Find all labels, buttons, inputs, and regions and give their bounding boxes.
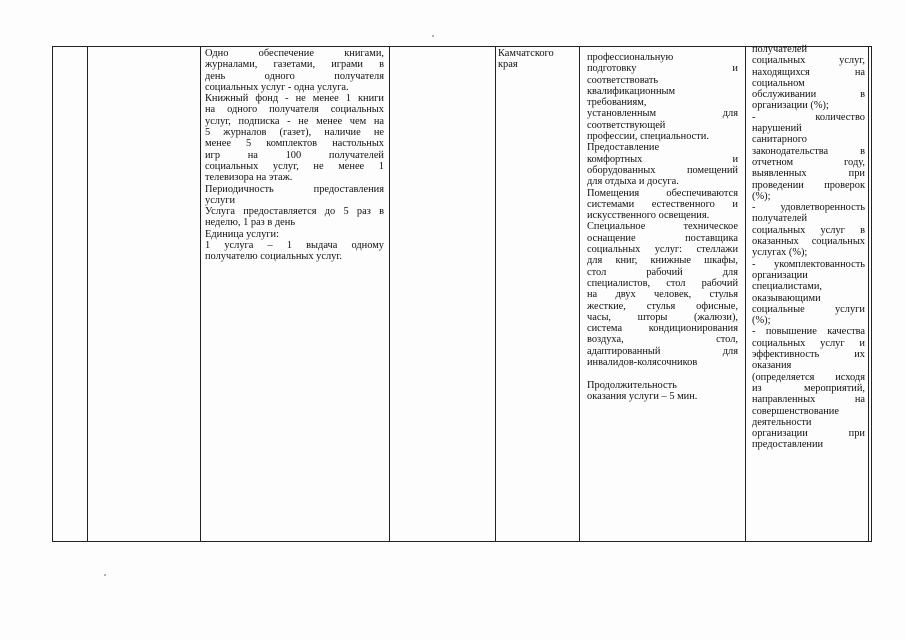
text-line: подготовку и [587,63,738,75]
text-line: соответствующей [587,119,666,131]
text-line: оснащение поставщика [587,232,738,244]
service-table [52,46,872,542]
text-line: организации при [752,428,865,440]
text-line: оборудованных помещений [587,164,738,176]
text-line: края [498,59,518,71]
text-line: санитарного [752,134,807,146]
text-line: социальных услуг - одна услуга. [205,81,349,93]
text-line: оказания [752,360,792,372]
text-line: получателей [752,44,808,55]
text-line: - укомплектованность [752,258,865,270]
text-line: 1 услуга – 1 выдача одному [205,240,384,252]
text-line: специалистами, [752,281,822,293]
text-line: инвалидов-колясочников [587,357,698,369]
text-line: - количество [752,111,865,123]
text-line: социальных услуг в [752,224,865,236]
text-line: Услуга предоставляется до 5 раз в [205,206,384,218]
text-line: Камчатского [498,48,554,59]
text-line: системами естественного и [587,198,738,210]
text-line: жесткие, стулья офисные, [587,300,738,312]
text-line: совершенствование [752,405,839,417]
text-line: отчетном году, [752,156,865,168]
column-divider-3 [389,46,390,542]
text-line: (определяется исходя [752,371,865,383]
text-line: организации [752,269,808,281]
text-line: проведении проверок [752,179,865,191]
text-line: услуг, подписка - не менее чем на [205,115,384,127]
text-line: - удовлетворенность [752,202,865,214]
provider-region-cell [498,48,576,71]
text-line: (%); [752,190,771,202]
text-line: услуги [205,194,236,206]
text-line: из мероприятий, [752,382,865,394]
text-line: направленных на [752,394,865,406]
text-line: Единица услуги: [205,228,279,240]
text-line: для книг, книжные шкафы, [587,255,738,267]
text-line: квалификационным [587,85,676,97]
column-divider-7 [868,46,869,542]
text-line: менее 5 комплектов настольных [205,138,384,150]
text-line: эффективность их [752,349,865,361]
text-line: искусственного освещения. [587,210,710,222]
text-line: профессии, специальности. [587,131,709,143]
text-line: социальных услуг и [752,337,865,349]
text-line: 5 журналов (газет), наличие не [205,127,384,139]
scan-speck [432,35,434,37]
text-line: деятельности [752,416,812,428]
text-line: нарушений [752,123,802,135]
text-line: социальных услуг, не менее 1 [205,160,384,172]
column-divider-4 [495,46,496,542]
text-line: Книжный фонд - не менее 1 книги [205,93,384,105]
text-line: часы, шторы (жалюзи), [587,311,738,323]
text-line: оказания услуги – 5 мин. [587,390,698,402]
text-line: социальные услуги [752,303,865,315]
text-line [587,368,738,379]
text-line: оказанных социальных [752,236,865,248]
text-line: неделю, 1 раз в день [205,217,296,229]
text-line: требованиям, [587,97,647,109]
text-line: на одного получателя социальных [205,104,384,116]
text-line: стол рабочий для [587,266,738,278]
text-line: получателей [752,213,808,225]
text-line: адаптированный для [587,345,738,357]
text-line: система кондиционирования [587,323,738,335]
text-line: телевизора на этаж. [205,172,293,184]
text-line: комфортных и [587,153,738,165]
text-line: получателю социальных услуг. [205,251,343,263]
text-line: обслуживании в [752,89,865,101]
text-line: Специальное техническое [587,221,738,233]
column-divider-6 [745,46,746,542]
text-line: социальных услуг, [752,55,865,67]
text-line: Предоставление [587,142,660,154]
service-description-cell [205,48,384,263]
scan-speck [104,574,106,576]
text-line: выявленных при [752,168,865,180]
text-line: - повышение качества [752,326,865,338]
text-line: воздуха, стол, [587,334,738,346]
text-line: социальном [752,77,805,89]
text-line: предоставлении [752,439,824,451]
column-divider-2 [200,46,201,542]
service-conditions-cell [587,52,738,402]
text-line: игр на 100 получателей [205,149,384,161]
text-line: на двух человек, стулья [587,289,738,301]
quality-indicators-cell [752,44,865,451]
text-line: (%); [752,315,771,327]
text-line: Одно обеспечение книгами, [205,48,384,59]
text-line: журналами, газетами, играми в [205,59,384,71]
text-line: оказывающими [752,292,821,304]
text-line: установленным для [587,108,738,120]
text-line: законодательства в [752,145,865,157]
text-line: день одного получателя [205,70,384,82]
text-line: организации (%); [752,100,829,112]
text-line: социальных услуг: стеллажи [587,244,738,256]
text-line: услугах (%); [752,247,808,259]
column-divider-1 [87,46,88,542]
text-line: Периодичность предоставления [205,183,384,195]
text-line: Продолжительность [587,379,677,391]
text-line: находящихся на [752,66,865,78]
text-line: специалистов, стол рабочий [587,277,738,289]
text-line: для отдыха и досуга. [587,176,679,188]
text-line: Помещения обеспечиваются [587,187,738,199]
text-line: профессиональную [587,52,674,63]
text-line: соответствовать [587,74,659,86]
column-divider-5 [579,46,580,542]
